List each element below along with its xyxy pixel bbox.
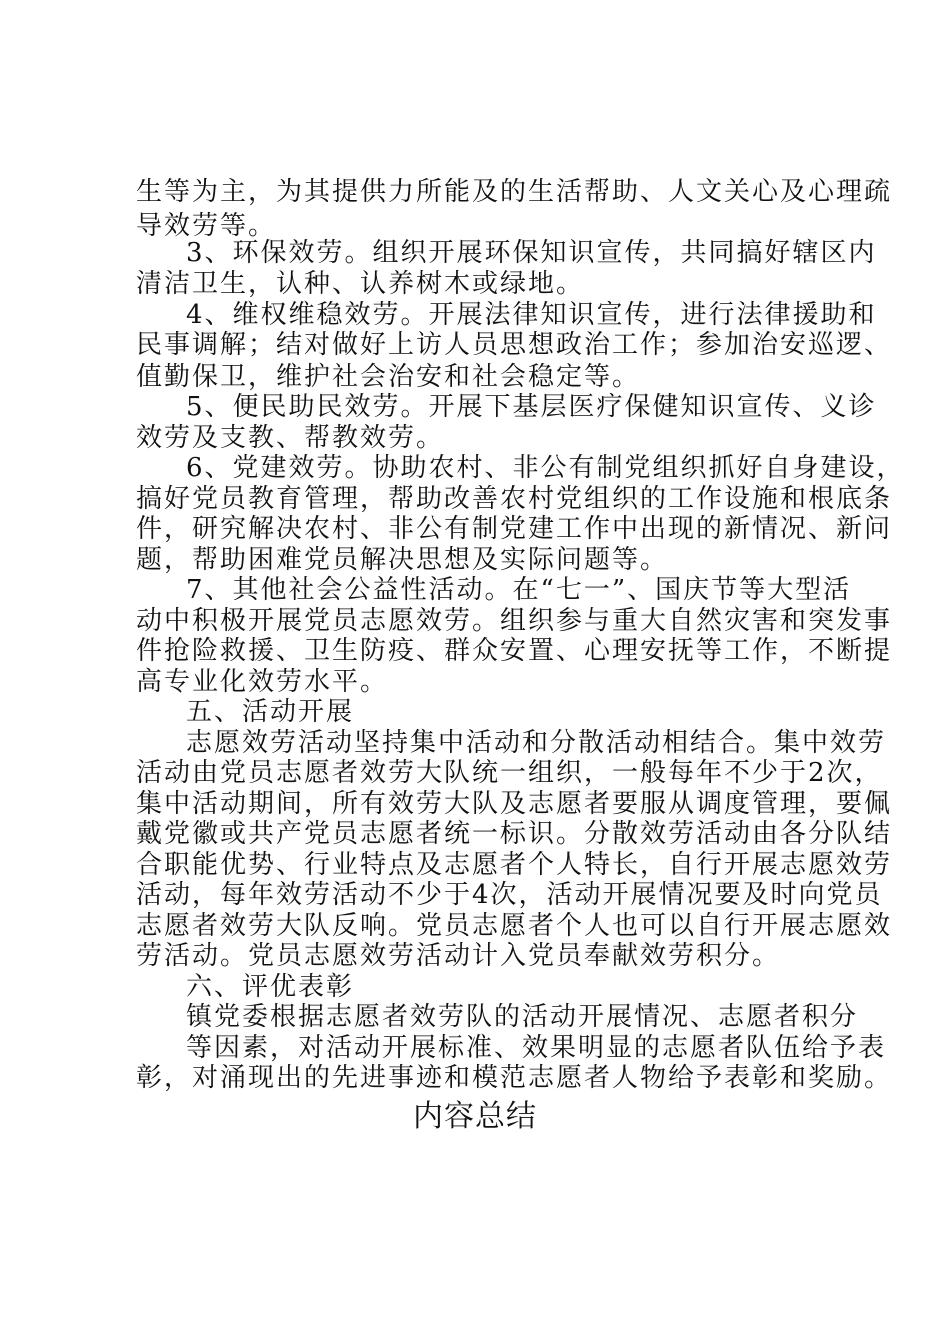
- paragraph-line: 活动由党员志愿者效劳大队统一组织，一般每年不少于2次，: [136, 758, 883, 788]
- paragraph-line: 高专业化效劳水平。: [136, 667, 389, 697]
- paragraph-line: 动中积极开展党员志愿效劳。组织参与重大自然灾害和突发事: [136, 606, 893, 636]
- section-heading: 五、活动开展: [186, 697, 355, 727]
- paragraph-line: 等因素，对活动开展标准、效果明显的志愿者队伍给予表: [186, 1033, 887, 1063]
- paragraph-line: 件抢险救援、卫生防疫、群众安置、心理安抚等工作，不断提: [136, 636, 893, 666]
- paragraph-line: 4、维权维稳效劳。开展法律知识宣传，进行法律援助和: [186, 300, 877, 330]
- section-heading: 六、评优表彰: [186, 972, 355, 1002]
- paragraph-line: 件，研究解决农村、非公有制党建工作中出现的新情况、新问: [136, 514, 893, 544]
- paragraph-line: 镇党委根据志愿者效劳队的活动开展情况、志愿者积分: [186, 1002, 859, 1032]
- paragraph-line: 志愿效劳活动坚持集中活动和分散活动相结合。集中效劳: [186, 728, 887, 758]
- paragraph-line: 民事调解；结对做好上访人员思想政治工作；参加治安巡逻、: [136, 330, 893, 360]
- summary-title: 内容总结: [413, 1099, 537, 1134]
- paragraph-line: 效劳及支教、帮教效劳。: [136, 423, 445, 453]
- paragraph-line: 志愿者效劳大队反响。党员志愿者个人也可以自行开展志愿效: [136, 911, 893, 941]
- paragraph-line: 搞好党员教育管理，帮助改善农村党组织的工作设施和根底条: [136, 484, 893, 514]
- paragraph-line: 5、便民助民效劳。开展下基层医疗保健知识宣传、义诊: [186, 392, 877, 422]
- paragraph-line: 3、环保效劳。组织开展环保知识宣传，共同搞好辖区内: [186, 238, 877, 268]
- paragraph-line: 题，帮助困难党员解决思想及实际问题等。: [136, 545, 669, 575]
- paragraph-line: 生等为主，为其提供力所能及的生活帮助、人文关心及心理疏: [136, 177, 893, 207]
- paragraph-line: 集中活动期间，所有效劳大队及志愿者要服从调度管理，要佩: [136, 789, 893, 819]
- paragraph-line: 清洁卫生，认种、认养树木或绿地。: [136, 269, 585, 299]
- paragraph-line: 合职能优势、行业特点及志愿者个人特长，自行开展志愿效劳: [136, 850, 893, 880]
- paragraph-line: 戴党徽或共产党员志愿者统一标识。分散效劳活动由各分队结: [136, 819, 893, 849]
- paragraph-line: 导效劳等。: [136, 211, 277, 241]
- paragraph-line: 活动，每年效劳活动不少于4次，活动开展情况要及时向党员: [136, 880, 883, 910]
- paragraph-line: 6、党建效劳。协助农村、非公有制党组织抓好自身建设，: [186, 453, 905, 483]
- paragraph-line: 彰，对涌现出的先进事迹和模范志愿者人物给予表彰和奖励。: [136, 1063, 893, 1093]
- paragraph-line: 值勤保卫，维护社会治安和社会稳定等。: [136, 362, 641, 392]
- paragraph-line: 7、其他社会公益性活动。在“七一”、国庆节等大型活: [186, 575, 852, 605]
- paragraph-line: 劳活动。党员志愿效劳活动计入党员奉献效劳积分。: [136, 941, 781, 971]
